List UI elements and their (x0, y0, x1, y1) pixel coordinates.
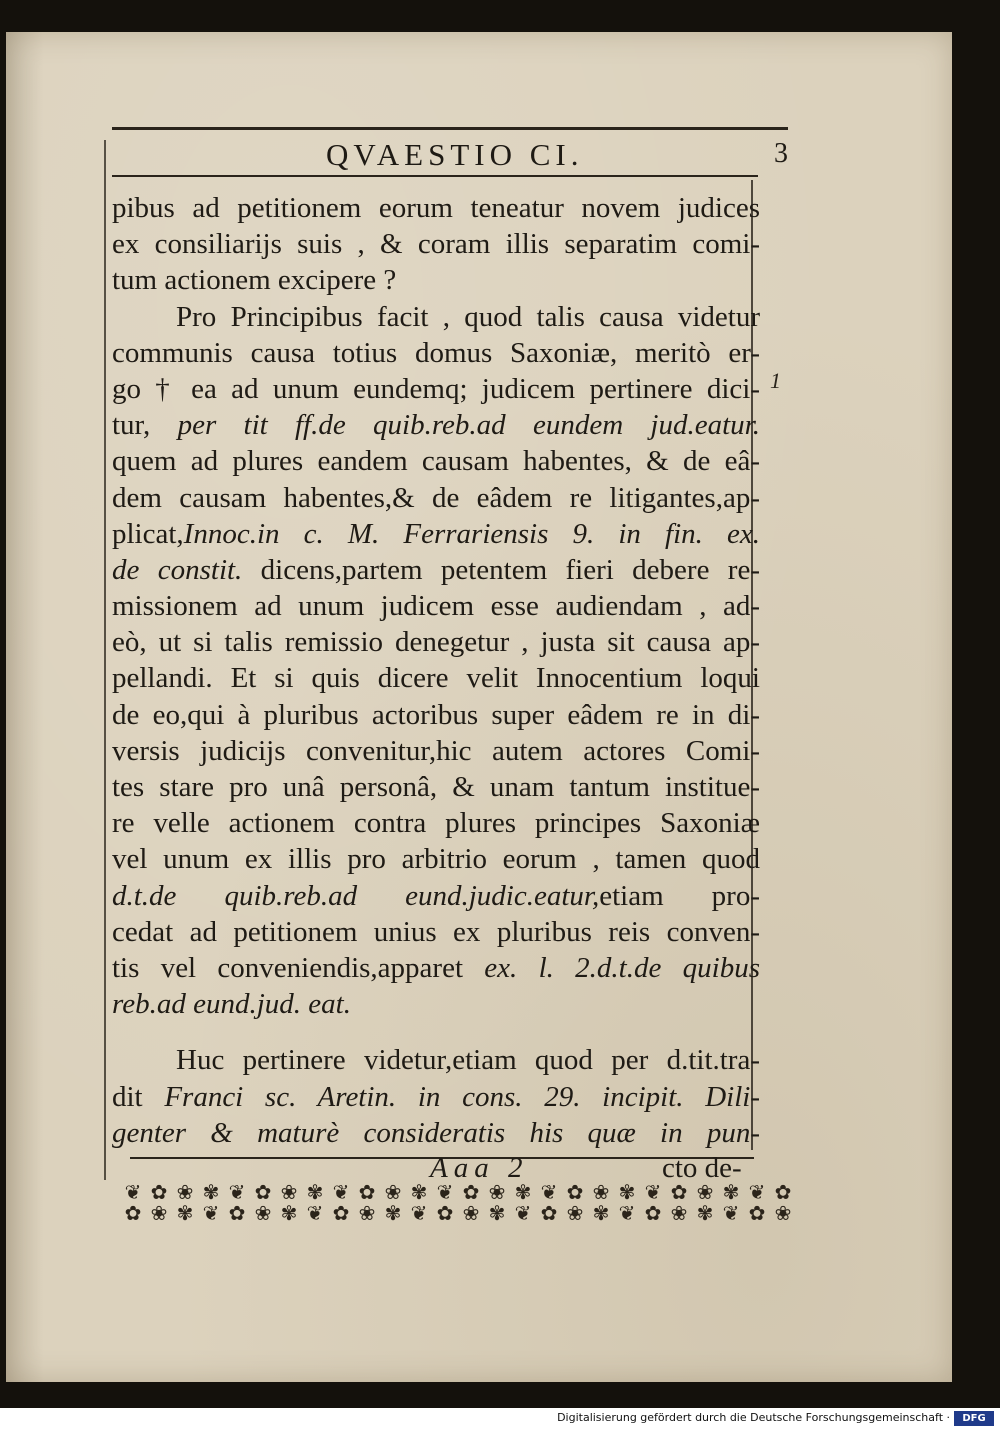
header-rule-bottom (112, 175, 758, 177)
fleuron-icon: ❀ (670, 1201, 688, 1225)
text-line (112, 371, 760, 407)
fleuron-icon: ❦ (306, 1201, 324, 1225)
fleuron-icon: ✾ (410, 1182, 428, 1204)
citation-text: genter & maturè consideratis his quæ in pun- (112, 1116, 760, 1149)
text-line (112, 480, 760, 516)
frame-left-rule (104, 140, 106, 1180)
fleuron-icon: ❦ (644, 1182, 662, 1204)
text-segment: quem ad plures eandem causam habentes, & de eâ- (112, 445, 760, 478)
text-segment: eò, ut si talis remissio denegetur , justa sit causa ap- (112, 626, 760, 659)
text-line (112, 335, 760, 371)
text-line (112, 697, 760, 733)
fleuron-icon: ❀ (384, 1182, 402, 1204)
fleuron-icon: ❦ (748, 1182, 766, 1204)
text-line (112, 914, 760, 950)
decorative-border (120, 1182, 814, 1226)
fleuron-icon: ❦ (228, 1182, 246, 1204)
paragraph-gap (112, 1022, 760, 1042)
text-line (112, 624, 760, 660)
fleuron-icon: ✿ (566, 1182, 584, 1204)
text-segment: versis judicijs convenitur,hic autem actores Comi- (112, 734, 760, 767)
margin-note: 1 (770, 368, 781, 393)
fleuron-icon: ❀ (254, 1201, 272, 1225)
citation-text: Franci sc. Aretin. in cons. 29. incipit. Dili- (164, 1080, 760, 1113)
text-segment: cedat ad petitionem unius ex pluribus reis conven- (112, 915, 760, 948)
fleuron-icon: ❦ (202, 1201, 220, 1225)
fleuron-icon: ❦ (436, 1182, 454, 1204)
fleuron-icon: ✿ (670, 1182, 688, 1204)
fleuron-icon: ✾ (722, 1182, 740, 1204)
text-line (112, 1042, 760, 1078)
fleuron-icon: ❀ (280, 1182, 298, 1204)
fleuron-icon: ✿ (644, 1201, 662, 1225)
text-line (112, 733, 760, 769)
text-line (112, 516, 760, 552)
fleuron-icon: ✿ (436, 1201, 454, 1225)
text-segment: pibus ad petitionem eorum teneatur novem judices (112, 192, 760, 224)
fleuron-icon: ❀ (696, 1182, 714, 1204)
fleuron-icon: ✾ (176, 1201, 194, 1225)
text-segment: Pro Principibus facit , quod talis causa videtur (176, 300, 760, 333)
fleuron-icon: ✾ (202, 1182, 220, 1204)
fleuron-icon: ❦ (540, 1182, 558, 1204)
text-segment: communis causa totius domus Saxoniæ, meritò er- (112, 336, 760, 369)
funding-credit: Digitalisierung gefördert durch die Deutsche Forschungsgemeinschaft · (557, 1411, 950, 1424)
citation-text: Innoc.in c. M. Ferrariensis 9. in fin. ex. (183, 517, 760, 550)
catchword: cto de- (662, 1152, 742, 1184)
text-segment: re velle actionem contra plures principes Saxoniæ (112, 807, 760, 840)
text-segment: Huc pertinere videtur,etiam quod per d.tit.tra- (176, 1044, 760, 1077)
text-segment: ex consiliarijs suis , & coram illis separatim comi- (112, 228, 760, 261)
text-segment: pellandi. Et si quis dicere velit Innocentium loqui (112, 662, 760, 695)
text-segment: tur, (112, 409, 178, 442)
fleuron-icon: ❦ (618, 1201, 636, 1225)
fleuron-icon: ❀ (592, 1182, 610, 1204)
fleuron-icon: ✾ (384, 1201, 402, 1225)
text-segment: dicens,partem petentem fieri debere re- (242, 553, 760, 586)
text-segment: vel unum ex illis pro arbitrio eorum , tamen quod (112, 843, 760, 876)
fleuron-icon: ✿ (774, 1182, 792, 1204)
running-head: QVAESTIO CI. (326, 137, 584, 172)
text-line (112, 407, 760, 443)
fleuron-icon: ✿ (254, 1182, 272, 1204)
header-rule-top (112, 127, 788, 130)
fleuron-icon: ❀ (176, 1182, 194, 1204)
text-segment: dit (112, 1080, 165, 1113)
citation-text: d.t.de quib.reb.ad eund.judic.eatur, (112, 879, 600, 912)
fleuron-icon: ✾ (592, 1201, 610, 1225)
text-line (112, 190, 760, 226)
text-line (112, 552, 760, 588)
fleuron-icon: ✿ (540, 1201, 558, 1225)
text-segment: plicat, (112, 517, 184, 550)
text-line (112, 805, 760, 841)
fleuron-icon: ✿ (332, 1201, 350, 1225)
fleuron-icon: ❀ (774, 1201, 792, 1225)
text-line (112, 950, 760, 986)
text-segment: tes stare pro unâ personâ, & unam tantum institue- (112, 771, 760, 803)
fleuron-icon: ✿ (124, 1201, 142, 1225)
fleuron-icon: ❀ (566, 1201, 584, 1225)
text-line (112, 769, 760, 805)
fleuron-icon: ✿ (228, 1201, 246, 1225)
text-line (112, 878, 760, 914)
text-line (112, 299, 760, 335)
fleuron-icon: ❀ (488, 1182, 506, 1204)
fleuron-icon: ✿ (462, 1182, 480, 1204)
citation-text: ex. l. 2.d.t.de quibus (484, 951, 760, 984)
text-segment: de eo,qui à pluribus actoribus super eâdem re in di- (112, 698, 760, 731)
text-segment: dem causam habentes,& de eâdem re litigantes,ap- (112, 481, 760, 514)
dfg-logo: DFG (954, 1411, 994, 1426)
text-line (112, 588, 760, 624)
text-line (112, 841, 760, 877)
text-line (112, 1079, 760, 1115)
citation-text: reb.ad eund.jud. eat. (112, 988, 351, 1021)
fleuron-icon: ✾ (514, 1182, 532, 1204)
body-text (112, 190, 760, 1151)
fleuron-icon: ✿ (358, 1182, 376, 1204)
text-line (112, 443, 760, 479)
fleuron-icon: ✾ (306, 1182, 324, 1204)
fleuron-icon: ✾ (618, 1182, 636, 1204)
citation-text: per tit ff.de quib.reb.ad eundem jud.eatur. (177, 409, 760, 442)
fleuron-icon: ❦ (410, 1201, 428, 1225)
text-segment: go † ea ad unum eundemq; judicem pertinere dici- (112, 372, 760, 405)
fleuron-icon: ✾ (280, 1201, 298, 1225)
text-line (112, 262, 760, 298)
fleuron-icon: ❀ (358, 1201, 376, 1225)
text-line (112, 226, 760, 262)
text-segment: tum actionem excipere ? (112, 264, 397, 297)
signature-mark: Aaa 2 (430, 1152, 529, 1184)
citation-text: de constit. (112, 553, 243, 586)
text-segment: etiam pro- (599, 879, 760, 912)
fleuron-icon: ❦ (332, 1182, 350, 1204)
fleuron-icon: ✿ (150, 1182, 168, 1204)
fleuron-icon: ✾ (488, 1201, 506, 1225)
fleuron-icon: ❀ (150, 1201, 168, 1225)
fleuron-icon: ❦ (514, 1201, 532, 1225)
fleuron-icon: ❦ (124, 1182, 142, 1204)
fleuron-icon: ❦ (722, 1201, 740, 1225)
page-number: 3 (774, 138, 788, 169)
fleuron-icon: ✿ (748, 1201, 766, 1225)
fleuron-icon: ✾ (696, 1201, 714, 1225)
text-line (112, 660, 760, 696)
text-line (112, 1115, 760, 1151)
text-segment: missionem ad unum judicem esse audiendam , ad- (112, 590, 760, 623)
fleuron-icon: ❀ (462, 1201, 480, 1225)
text-segment: tis vel conveniendis,apparet (112, 951, 485, 984)
text-line (112, 986, 760, 1022)
